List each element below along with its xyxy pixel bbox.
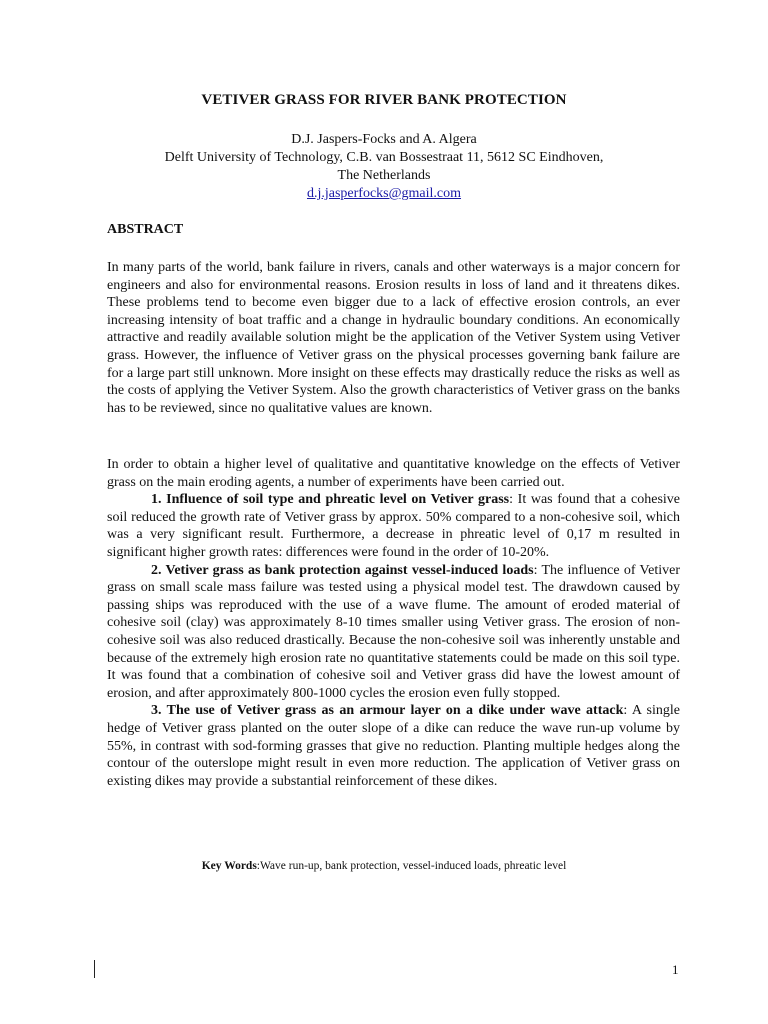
author-names: D.J. Jaspers-Focks and A. Algera <box>291 132 477 147</box>
keywords-text: :Wave run-up, bank protection, vessel-induced loads, phreatic level <box>256 860 567 872</box>
experiment-item-1-text: : It was found that a cohesive soil reduced the growth rate of Vetiver grass by approx. 50% compared to a non-cohesive soil, which was a very significant result. Furthermore, a decrease in phreatic level of 0,17 m resulted in significant higher growth rates: differences were found in the order of 10-20%. <box>107 492 681 560</box>
abstract-paragraph-1: In many parts of the world, bank failure in rivers, canals and other waterways is a major concern for engineers and also for environmental reasons. Erosion results in loss of land and it threatens dikes. These problems tend to become even bigger due to a lack of effective erosion controls, an ever increasing intensity of boat traffic and a change in hydraulic boundary conditions. An economically attractive and readily available solution might be the application of the Vetiver System using Vetiver grass. However, the influence of Vetiver grass on the physical processes governing bank failure are for a large part still unknown. More insight on these effects may drastically reduce the risks as well as the costs of applying the Vetiver System. Also the growth characteristics of Vetiver grass on the banks has to be reviewed, since no qualitative values are known. <box>107 260 680 416</box>
keywords-line <box>0 860 768 872</box>
experiment-item-3-text: : A single hedge of Vetiver grass planted on the outer slope of a dike can reduce the wave run-up volume by 55%, in contrast with sod-forming grasses that give no reduction. Planting multiple hedges along the contour of the outerslope might result in even more reduction. The application of Vetiver grass on existing dikes may provide a substantial reinforcement of these dikes. <box>107 703 680 789</box>
paper-title: VETIVER GRASS FOR RIVER BANK PROTECTION <box>201 92 567 108</box>
author-affiliation: Delft University of Technology, C.B. van Bossestraat 11, 5612 SC Eindhoven, <box>164 150 604 165</box>
experiment-item-2-text: : The influence of Vetiver grass on small scale mass failure was tested using a physical model test. The drawdown caused by passing ships was reproduced with the use of a wave flume. The amount of eroded material of cohesive soil (clay) was approximately 8-10 times smaller using Vetiver grass. The erosion of non-cohesive soil was also reduced drastically. Because the non-cohesive soil was inherently unstable and because of the extremely high erosion rate no quantitative statements could be made on this soil type. It was found that a combination of cohesive soil and Vetiver grass did have the lowest amount of erosion, and after approximately 800-1000 cycles the erosion even fully stopped. <box>107 562 680 701</box>
experiment-item-2 <box>107 562 680 703</box>
text-cursor <box>94 960 95 978</box>
abstract-paragraph-2: In order to obtain a higher level of qualitative and quantitative knowledge on the effects of Vetiver grass on the main eroding agents, a number of experiments have been carried out. <box>107 457 680 490</box>
abstract-body-2 <box>107 456 680 790</box>
experiment-item-1-title: 1. Influence of soil type and phreatic level on Vetiver grass <box>151 492 510 508</box>
experiment-item-1 <box>107 491 680 561</box>
abstract-heading: ABSTRACT <box>107 222 184 237</box>
experiment-item-3 <box>107 702 680 790</box>
experiment-item-2-title: 2. Vetiver grass as bank protection against vessel-induced loads <box>151 562 534 578</box>
keywords-label: Key Words <box>201 860 257 872</box>
author-country: The Netherlands <box>337 168 431 183</box>
author-block <box>0 131 768 203</box>
experiment-item-3-title: 3. The use of Vetiver grass as an armour layer on a dike under wave attack <box>151 703 624 719</box>
page-number: 1 <box>672 962 679 977</box>
author-email-link[interactable]: d.j.jasperfocks@gmail.com <box>306 186 462 201</box>
